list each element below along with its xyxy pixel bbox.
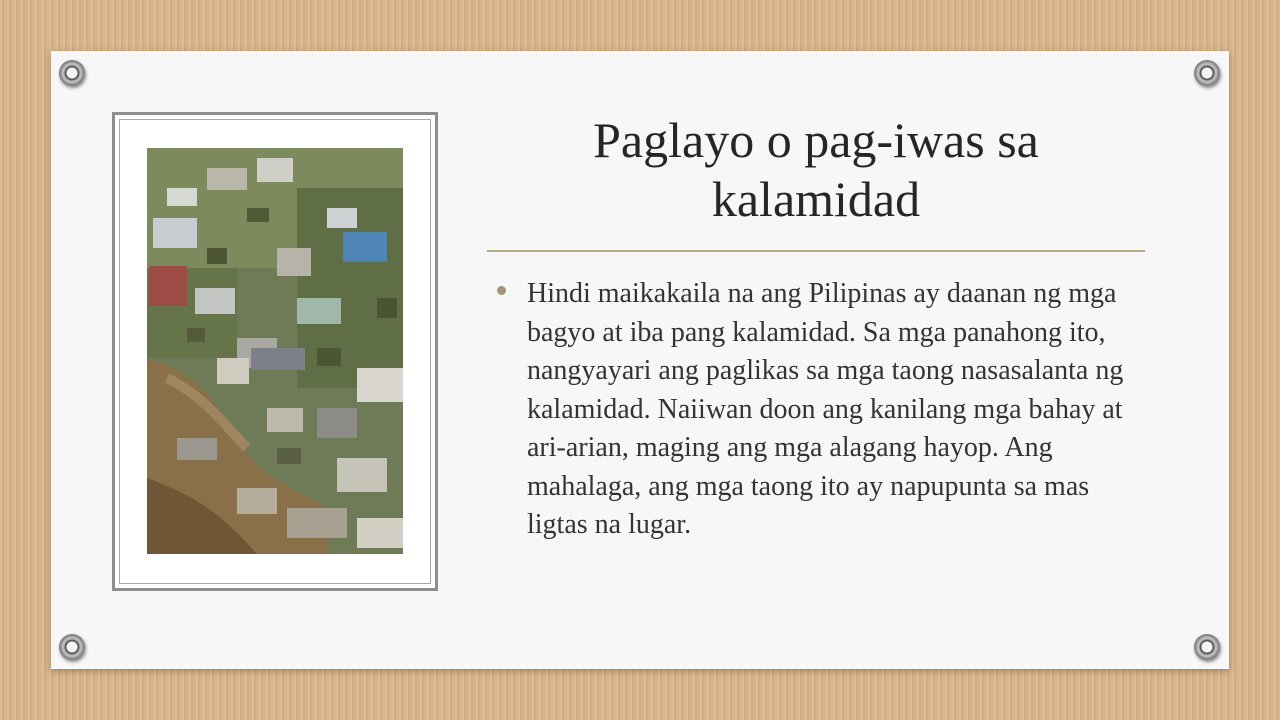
pushpin-icon [1194, 60, 1220, 86]
slide-title: Paglayo o pag-iwas sa kalamidad [593, 112, 1039, 227]
title-divider [487, 250, 1145, 252]
pushpin-icon [1194, 634, 1220, 660]
bullet-dot-icon [497, 286, 506, 295]
photo-frame [112, 112, 438, 591]
bullet-text: Hindi maikakaila na ang Pilipinas ay daanan ng mga bagyo at iba pang kalamidad. Sa mga panahong ito, nangyayari ang paglikas sa mga taong nasasalanta ng kalamidad. Naiiwan doon ang kanilang mga bahay at ari-arian, maging ang mga alagang hayop. Ang mahalaga, ang mga taong ito ay napupunta sa mas ligtas na lugar. [527, 278, 1124, 540]
slide-card [51, 51, 1229, 669]
bullet-item [495, 275, 1135, 545]
pushpin-icon [59, 634, 85, 660]
aerial-photo-illustration [147, 148, 403, 554]
pushpin-icon [59, 60, 85, 86]
aerial-disaster-photo [147, 148, 403, 554]
bullet-list [495, 275, 1135, 545]
